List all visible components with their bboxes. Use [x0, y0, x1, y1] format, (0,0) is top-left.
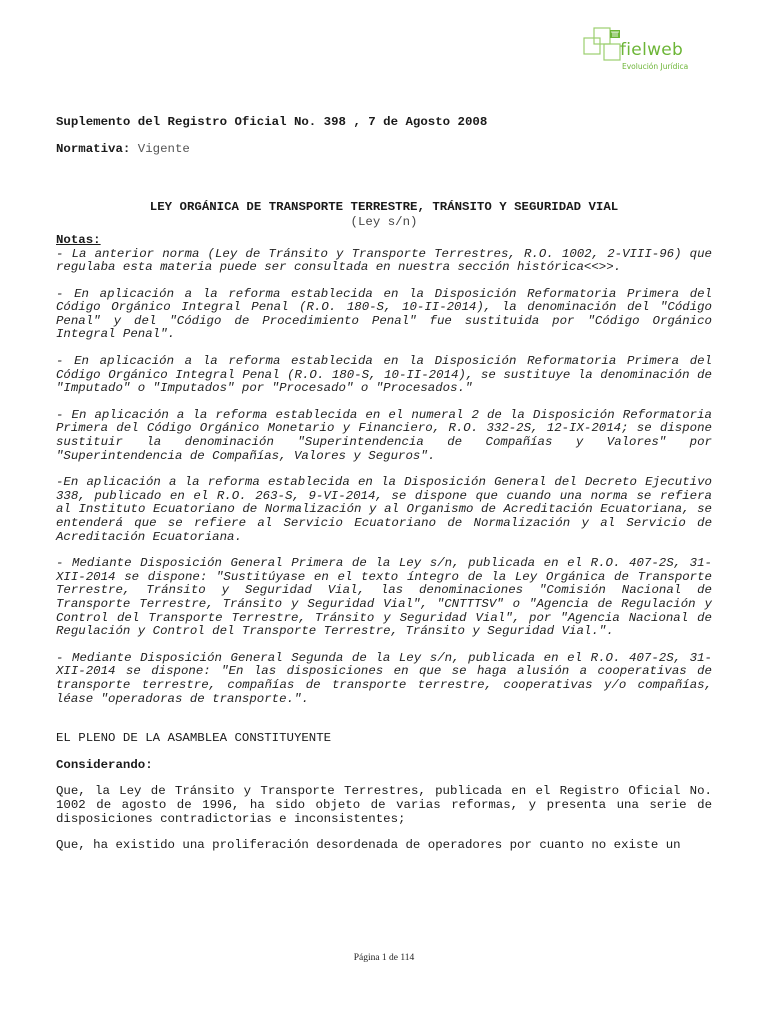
document-body: [56, 234, 712, 866]
nota-item: - En aplicación a la reforma establecida en el numeral 2 de la Disposición Reformatoria Primera del Código Orgánico Monetario y Financiero, R.O. 332-2S, 12-IX-2014; se dispone sustituir la denominación "Superintendencia de Compañías y Valores" por "Superintendencia de Compañías, Valores y Seguros".: [56, 407, 712, 463]
nota-item: - En aplicación a la reforma establecida en la Disposición Reformatoria Primera del Código Orgánico Integral Penal (R.O. 180-S, 10-II-2014), se sustituye la denominación de "Imputado" o "Imputados" por "Procesado" o "Procesados.": [56, 354, 712, 396]
page-number: Página 1 de 114: [353, 953, 415, 963]
nota-item: - Mediante Disposición General Segunda de la Ley s/n, publicada en el R.O. 407-2S, 31-XII-2014 se dispone: "En las disposiciones en que se haga alusión a cooperativas de transporte terrestre, compañías de transporte terrestre, cooperativas y/o compañías, léase "operadoras de transporte.".: [56, 650, 712, 706]
law-title-block: [56, 200, 712, 230]
notas-heading: Notas:: [56, 233, 101, 247]
logo-wordmark: fielweb: [620, 40, 684, 60]
considerando-paragraph: Que, la Ley de Tránsito y Transporte Terrestres, publicada en el Registro Oficial No. 1002 de agosto de 1996, ha sido objeto de varias reformas, y presenta una serie de disposiciones contradictorias e inconsistentes;: [56, 784, 712, 826]
fielweb-logo: [580, 22, 714, 78]
nota-item: - La anterior norma (Ley de Tránsito y Transporte Terrestres, R.O. 1002, 2-VIII-96) que regulaba esta materia puede ser consultada en nuestra sección histórica<<>>.: [56, 246, 712, 275]
law-subtitle: (Ley s/n): [350, 215, 418, 229]
normativa-value: Vigente: [137, 142, 190, 156]
normativa-label: Normativa:: [56, 142, 131, 156]
document-header: [56, 115, 712, 157]
normativa-line: [56, 142, 712, 157]
nota-item: - En aplicación a la reforma establecida en la Disposición Reformatoria Primera del Código Orgánico Integral Penal (R.O. 180-S, 10-II-2014), la denominación del "Código Penal" y del "Código de Procedimiento Penal" fue sustituida por "Código Orgánico Integral Penal".: [56, 286, 712, 342]
registro-oficial: Suplemento del Registro Oficial No. 398 , 7 de Agosto 2008: [56, 115, 488, 129]
law-title: LEY ORGÁNICA DE TRANSPORTE TERRESTRE, TRÁNSITO Y SEGURIDAD VIAL: [149, 200, 619, 214]
nota-item: -En aplicación a la reforma establecida en la Disposición General del Decreto Ejecutivo 338, publicado en el R.O. 263-S, 9-VI-2014, se dispone que cuando una norma se refiera al Instituto Ecuatoriano de Normalización y al Organismo de Acreditación Ecuatoriana, se entenderá que se refiere al Servicio Ecuatoriano de Normalización y al Servicio de Acreditación Ecuatoriana.: [56, 475, 712, 544]
considerando-heading: Considerando:: [56, 757, 153, 772]
pleno-heading: EL PLENO DE LA ASAMBLEA CONSTITUYENTE: [56, 731, 332, 746]
considerando-paragraph: Que, ha existido una proliferación desordenada de operadores por cuanto no existe un: [56, 839, 681, 853]
nota-item: - Mediante Disposición General Primera de la Ley s/n, publicada en el R.O. 407-2S, 31-XII-2014 se dispone: "Sustitúyase en el texto íntegro de la Ley Orgánica de Transporte Terrestre, Tránsito y Seguridad Vial, las denominaciones "Comisión Nacional de Transporte Terrestre, Tránsito y Seguridad Vial", "CNTTTSV" o "Agencia de Regulación y Control del Transporte Terrestre, Tránsito y Seguridad Vial", por "Agencia Nacional de Regulación y Control del Transporte Terrestre, Tránsito y Seguridad Vial.".: [56, 556, 712, 639]
logo-tagline: Evolución Jurídica: [622, 62, 689, 71]
